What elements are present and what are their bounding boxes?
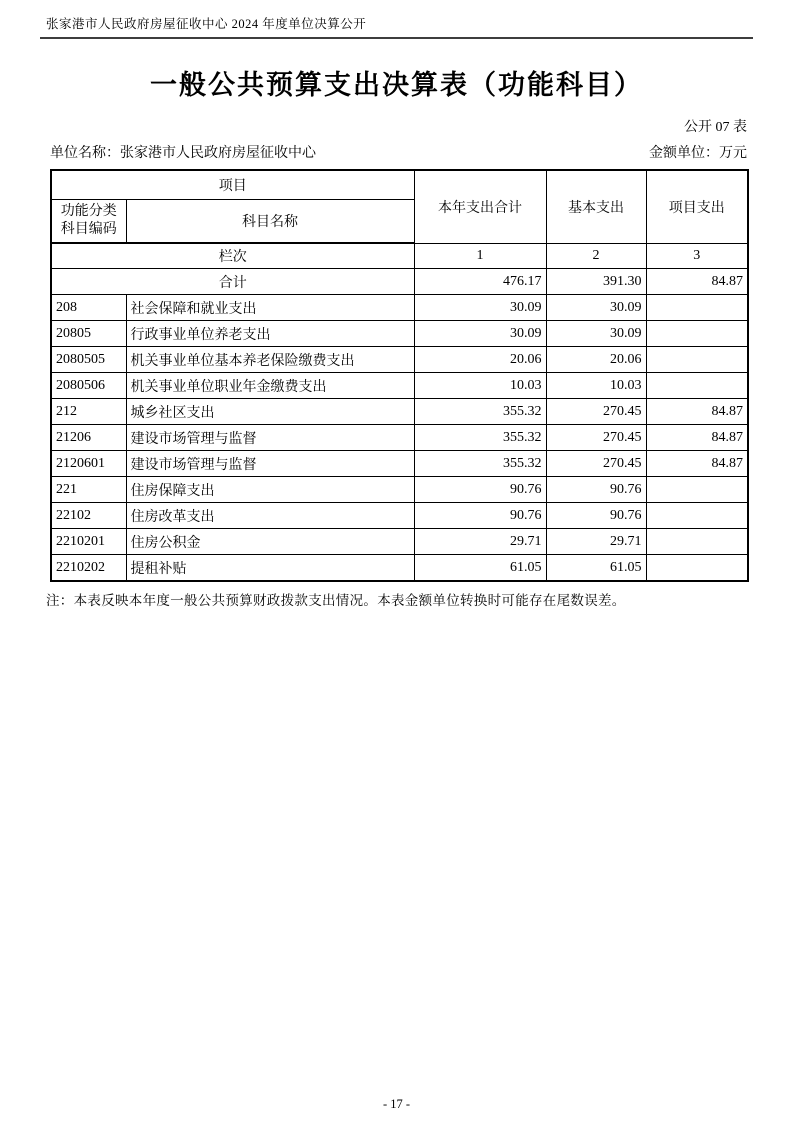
total-row-basic: 391.30 xyxy=(546,269,646,295)
row-name: 城乡社区支出 xyxy=(126,399,414,425)
column-index-cell: 1 xyxy=(414,243,546,269)
table-row xyxy=(51,373,748,399)
table-row xyxy=(51,477,748,503)
running-header xyxy=(40,14,753,39)
row-code: 221 xyxy=(51,477,126,503)
meta-row xyxy=(50,142,747,162)
col-header-project-group: 项目 xyxy=(51,170,414,200)
row-project: 84.87 xyxy=(646,425,748,451)
page-title: 一般公共预算支出决算表（功能科目） xyxy=(150,70,643,100)
row-basic: 90.76 xyxy=(546,503,646,529)
row-name: 住房改革支出 xyxy=(126,503,414,529)
col-header-code xyxy=(51,200,126,244)
row-code: 212 xyxy=(51,399,126,425)
amount-unit: 金额单位：万元 xyxy=(649,146,747,161)
total-row xyxy=(51,269,748,295)
row-total: 355.32 xyxy=(414,451,546,477)
table-body xyxy=(51,295,748,582)
col-header-total: 本年支出合计 xyxy=(414,170,546,243)
col-header-code-line2: 科目编码 xyxy=(60,222,117,237)
row-name: 社会保障和就业支出 xyxy=(126,295,414,321)
unit-name: 单位名称：张家港市人民政府房屋征收中心 xyxy=(50,146,316,161)
row-project xyxy=(646,477,748,503)
row-name: 机关事业单位基本养老保险缴费支出 xyxy=(126,347,414,373)
col-header-subject-name: 科目名称 xyxy=(126,200,414,244)
row-basic: 270.45 xyxy=(546,399,646,425)
table-row xyxy=(51,295,748,321)
row-name: 住房公积金 xyxy=(126,529,414,555)
row-project xyxy=(646,503,748,529)
row-project xyxy=(646,347,748,373)
column-index-cell: 3 xyxy=(646,243,748,269)
table-head xyxy=(51,170,748,295)
table-row xyxy=(51,529,748,555)
row-basic: 61.05 xyxy=(546,555,646,582)
row-total: 30.09 xyxy=(414,321,546,347)
row-basic: 270.45 xyxy=(546,451,646,477)
row-name: 建设市场管理与监督 xyxy=(126,451,414,477)
budget-table xyxy=(50,169,749,582)
table-row xyxy=(51,399,748,425)
total-row-total: 476.17 xyxy=(414,269,546,295)
page-number: - 17 - xyxy=(382,1097,411,1111)
row-name: 机关事业单位职业年金缴费支出 xyxy=(126,373,414,399)
table-row xyxy=(51,321,748,347)
row-basic: 30.09 xyxy=(546,321,646,347)
row-project: 84.87 xyxy=(646,451,748,477)
row-code: 2080505 xyxy=(51,347,126,373)
row-basic: 90.76 xyxy=(546,477,646,503)
table-note: 注：本表反映本年度一般公共预算财政拨款支出情况。本表金额单位转换时可能存在尾数误差。 xyxy=(46,593,626,608)
row-total: 355.32 xyxy=(414,425,546,451)
row-basic: 10.03 xyxy=(546,373,646,399)
column-index-label: 栏次 xyxy=(51,243,414,269)
row-code: 21206 xyxy=(51,425,126,451)
row-project xyxy=(646,555,748,582)
row-name: 提租补贴 xyxy=(126,555,414,582)
row-basic: 30.09 xyxy=(546,295,646,321)
row-total: 61.05 xyxy=(414,555,546,582)
row-code: 2210202 xyxy=(51,555,126,582)
row-project xyxy=(646,529,748,555)
row-project xyxy=(646,373,748,399)
col-header-project-exp: 项目支出 xyxy=(646,170,748,243)
table-row xyxy=(51,503,748,529)
row-name: 住房保障支出 xyxy=(126,477,414,503)
row-basic: 20.06 xyxy=(546,347,646,373)
row-total: 90.76 xyxy=(414,477,546,503)
row-code: 2120601 xyxy=(51,451,126,477)
row-project: 84.87 xyxy=(646,399,748,425)
row-total: 29.71 xyxy=(414,529,546,555)
table-row xyxy=(51,451,748,477)
table-row xyxy=(51,555,748,582)
table-row xyxy=(51,425,748,451)
row-name: 建设市场管理与监督 xyxy=(126,425,414,451)
table-ref: 公开 07 表 xyxy=(684,120,747,135)
total-row-project: 84.87 xyxy=(646,269,748,295)
row-code: 20805 xyxy=(51,321,126,347)
col-header-code-line1: 功能分类 xyxy=(60,203,117,219)
running-header-text: 张家港市人民政府房屋征收中心 2024 年度单位决算公开 xyxy=(46,17,367,31)
column-index-cell: 2 xyxy=(546,243,646,269)
row-project xyxy=(646,295,748,321)
row-code: 2080506 xyxy=(51,373,126,399)
row-code: 2210201 xyxy=(51,529,126,555)
row-project xyxy=(646,321,748,347)
row-total: 10.03 xyxy=(414,373,546,399)
table-row xyxy=(51,347,748,373)
header-row-1 xyxy=(51,170,748,200)
row-basic: 270.45 xyxy=(546,425,646,451)
row-name: 行政事业单位养老支出 xyxy=(126,321,414,347)
row-total: 20.06 xyxy=(414,347,546,373)
total-row-label: 合计 xyxy=(51,269,414,295)
row-code: 208 xyxy=(51,295,126,321)
col-header-basic: 基本支出 xyxy=(546,170,646,243)
row-code: 22102 xyxy=(51,503,126,529)
column-index-row xyxy=(51,243,748,269)
row-total: 355.32 xyxy=(414,399,546,425)
row-total: 90.76 xyxy=(414,503,546,529)
row-total: 30.09 xyxy=(414,295,546,321)
row-basic: 29.71 xyxy=(546,529,646,555)
